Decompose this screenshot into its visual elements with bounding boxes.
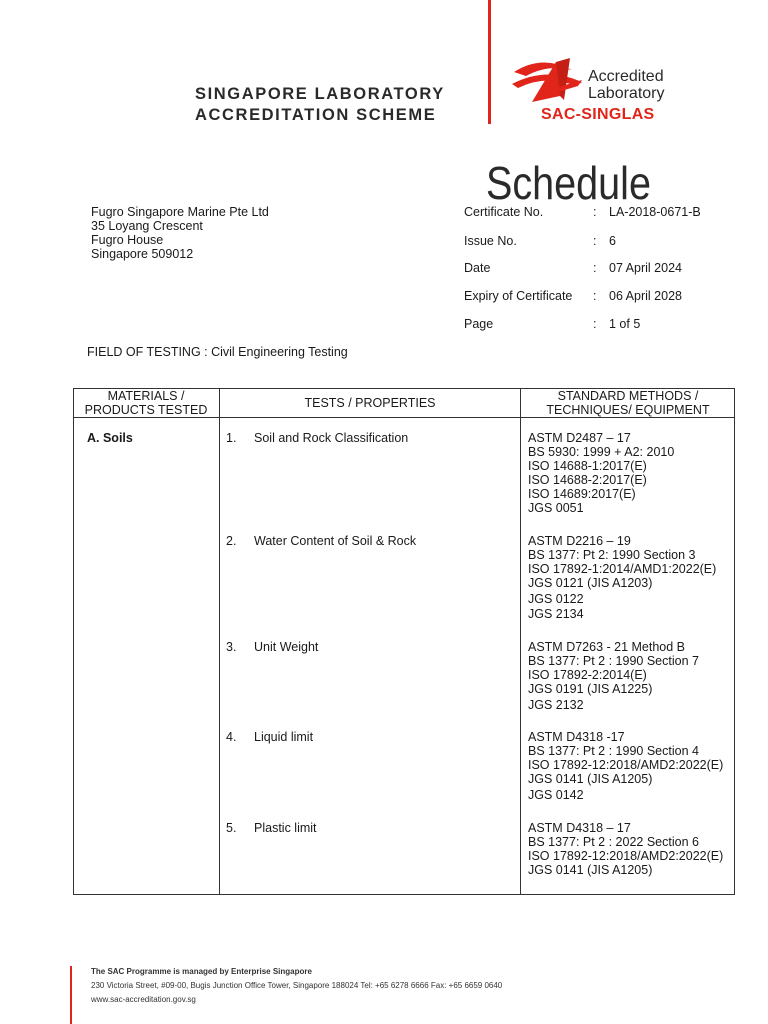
address-line: Fugro House xyxy=(91,233,164,247)
test-methods xyxy=(528,730,723,802)
organisation-address xyxy=(91,205,269,261)
method-item: JGS 2132 xyxy=(528,697,584,712)
logo-text-sac-singlas: SAC-SINGLAS xyxy=(541,106,655,123)
footer-address: 230 Victoria Street, #09-00, Bugis Junction Office Tower, Singapore 188024 Tel: +65 6278 6666 Fax: +65 6659 0640 xyxy=(91,981,503,990)
scheme-title-line2: ACCREDITATION SCHEME xyxy=(195,106,437,124)
method-item: ISO 14688-2:2017(E) xyxy=(528,473,647,487)
scheme-title-line1: SINGAPORE LABORATORY xyxy=(195,85,445,103)
page-value: 1 of 5 xyxy=(609,317,641,331)
method-item: JGS 2134 xyxy=(528,607,584,621)
header-divider xyxy=(488,0,491,124)
test-methods xyxy=(528,534,716,621)
expiry-label: Expiry of Certificate xyxy=(464,289,573,303)
method-item: BS 1377: Pt 2 : 2022 Section 6 xyxy=(528,835,699,849)
colon: : xyxy=(593,261,597,275)
method-item: ASTM D4318 -17 xyxy=(528,730,625,744)
method-item: BS 5930: 1999 + A2: 2010 xyxy=(528,445,675,459)
certificate-number-value: LA-2018-0671-B xyxy=(609,205,701,219)
method-item: JGS 0141 (JIS A1205) xyxy=(528,772,653,786)
method-item: ISO 17892-1:2014/AMD1:2022(E) xyxy=(528,562,717,576)
header-materials-line2: PRODUCTS TESTED xyxy=(84,403,208,417)
method-item: JGS 0142 xyxy=(528,787,584,802)
address-line: Singapore 509012 xyxy=(91,247,194,261)
issue-number-label: Issue No. xyxy=(464,234,517,248)
test-methods xyxy=(528,821,723,877)
header-tests: TESTS / PROPERTIES xyxy=(304,396,436,410)
column-divider xyxy=(219,388,220,895)
footer-website-link[interactable]: www.sac-accreditation.gov.sg xyxy=(91,995,196,1004)
method-item: BS 1377: Pt 2 : 1990 Section 4 xyxy=(528,744,699,758)
method-item: ISO 14689:2017(E) xyxy=(528,487,636,501)
footer-divider xyxy=(70,966,72,1024)
header-row-divider xyxy=(73,417,735,418)
test-number: 5. xyxy=(226,821,237,835)
method-item: BS 1377: Pt 2: 1990 Section 3 xyxy=(528,548,696,562)
header-methods-line1: STANDARD METHODS / xyxy=(557,389,699,403)
colon: : xyxy=(593,234,597,248)
address-line: 35 Loyang Crescent xyxy=(91,219,203,233)
scheme-title xyxy=(195,84,445,126)
logo-text-accredited: Accredited xyxy=(588,68,664,85)
test-name: Soil and Rock Classification xyxy=(254,431,409,445)
certificate-number-label: Certificate No. xyxy=(464,205,544,219)
logo-text-laboratory: Laboratory xyxy=(588,85,665,102)
test-name: Unit Weight xyxy=(254,640,319,654)
material-category: A. Soils xyxy=(87,431,133,445)
footer-managed-by: The SAC Programme is managed by Enterprise Singapore xyxy=(91,967,312,976)
method-item: JGS 0141 (JIS A1205) xyxy=(528,863,653,877)
method-item: JGS 0122 xyxy=(528,591,584,606)
test-methods xyxy=(528,431,674,515)
issue-number-value: 6 xyxy=(609,234,616,248)
method-item: ASTM D2216 – 19 xyxy=(528,534,631,548)
method-item: BS 1377: Pt 2 : 1990 Section 7 xyxy=(528,654,699,668)
method-item: JGS 0121 (JIS A1203) xyxy=(528,576,653,590)
header-methods xyxy=(521,389,735,417)
method-item: ISO 17892-12:2018/AMD2:2022(E) xyxy=(528,849,724,863)
header-materials xyxy=(73,389,219,417)
method-item: ISO 14688-1:2017(E) xyxy=(528,459,647,473)
test-number: 1. xyxy=(226,431,237,445)
date-value: 07 April 2024 xyxy=(609,261,682,275)
header-materials-line1: MATERIALS / xyxy=(107,389,185,403)
colon: : xyxy=(593,289,597,303)
test-name: Plastic limit xyxy=(254,821,317,835)
page-title: Schedule xyxy=(486,157,651,209)
page-label: Page xyxy=(464,317,494,331)
colon: : xyxy=(593,205,597,219)
field-of-testing: FIELD OF TESTING : Civil Engineering Testing xyxy=(87,345,348,359)
colon: : xyxy=(593,317,597,331)
test-name: Water Content of Soil & Rock xyxy=(254,534,417,548)
column-divider xyxy=(520,388,521,895)
expiry-value: 06 April 2028 xyxy=(609,289,682,303)
method-item: JGS 0191 (JIS A1225) xyxy=(528,682,653,696)
address-line: Fugro Singapore Marine Pte Ltd xyxy=(91,205,269,219)
method-item: JGS 0051 xyxy=(528,501,584,515)
method-item: ASTM D2487 – 17 xyxy=(528,431,631,445)
test-name: Liquid limit xyxy=(254,730,314,744)
test-number: 4. xyxy=(226,730,237,744)
date-label: Date xyxy=(464,261,491,275)
method-item: ISO 17892-12:2018/AMD2:2022(E) xyxy=(528,758,724,772)
method-item: ASTM D7263 - 21 Method B xyxy=(528,640,686,654)
method-item: ASTM D4318 – 17 xyxy=(528,821,631,835)
test-number: 2. xyxy=(226,534,237,548)
test-methods xyxy=(528,640,699,712)
header-methods-line2: TECHNIQUES/ EQUIPMENT xyxy=(546,403,710,417)
test-number: 3. xyxy=(226,640,237,654)
method-item: ISO 17892-2:2014(E) xyxy=(528,668,647,682)
